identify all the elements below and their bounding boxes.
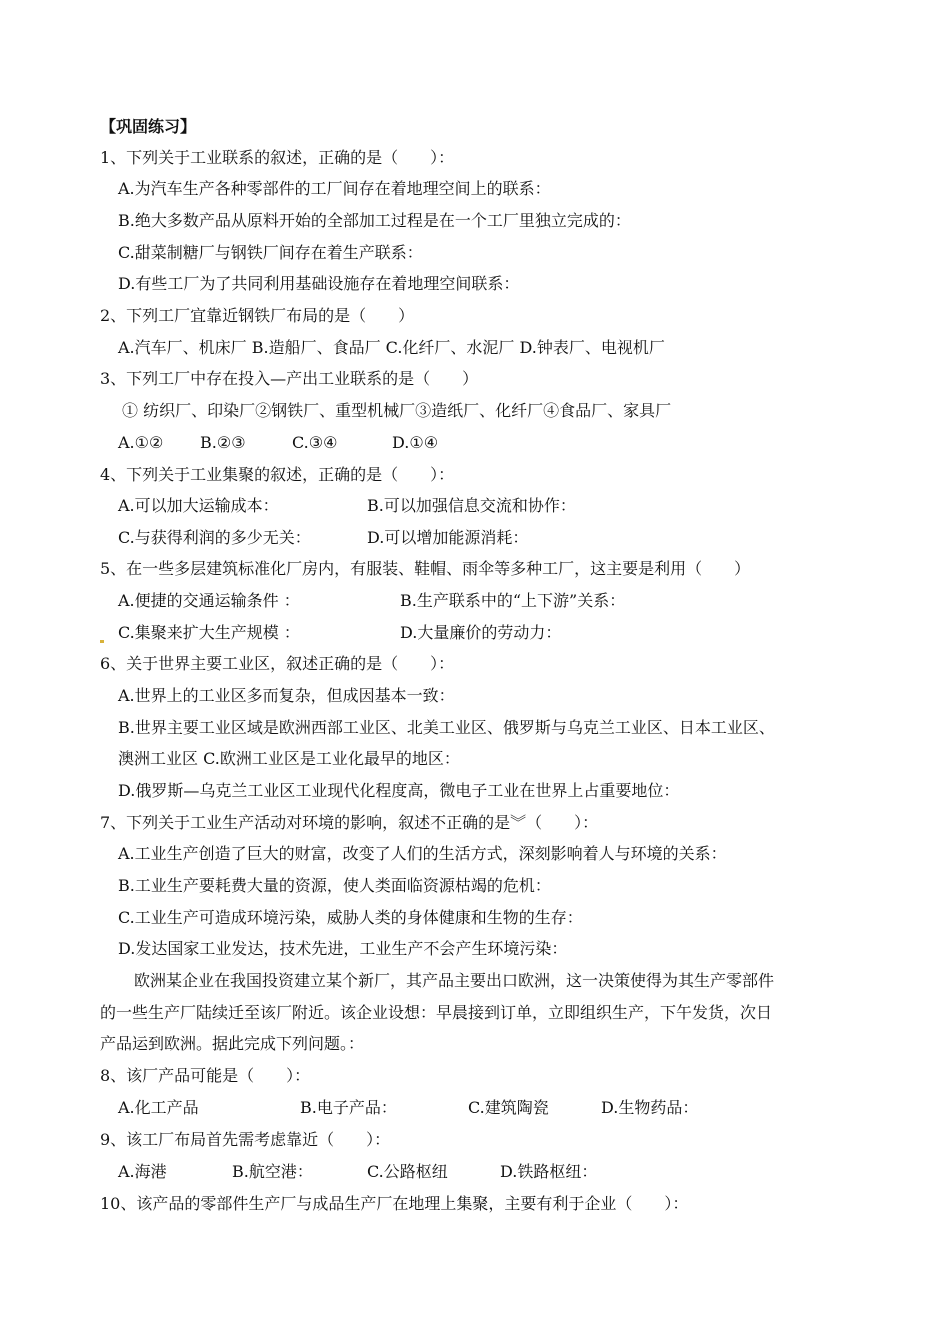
q9-option-d: D.铁路枢纽： bbox=[500, 1162, 598, 1181]
passage-line-2: 的一些生产厂陆续迁至该厂附近。该企业设想：早晨接到订单，立即组织生产，下午发货，次日 bbox=[100, 1003, 773, 1022]
passage-line-1: 欧洲某企业在我国投资建立某个新厂，其产品主要出口欧洲，这一决策使得为其生产零部件 bbox=[134, 971, 775, 990]
q3-option-a: A.①② bbox=[118, 433, 164, 452]
question-4: 4、下列关于工业集聚的叙述，正确的是（ ）： bbox=[100, 465, 455, 484]
q6-option-b-cont: 澳洲工业区 C.欧洲工业区是工业化最早的地区： bbox=[118, 749, 460, 768]
question-2: 2、下列工厂宜靠近钢铁厂布局的是（ ） bbox=[100, 306, 415, 325]
q9-options-row bbox=[0, 1157, 950, 1187]
q3-options-row bbox=[0, 428, 950, 458]
q8-option-c: C.建筑陶瓷 bbox=[468, 1098, 549, 1117]
q5-option-a: A.便捷的交通运输条件 ： bbox=[118, 591, 300, 610]
q1-option-c: C.甜菜制糖厂与钢铁厂间存在着生产联系： bbox=[118, 243, 423, 262]
q5-options-row-1 bbox=[0, 586, 950, 616]
scan-mark bbox=[100, 638, 104, 643]
q9-option-b: B.航空港： bbox=[232, 1162, 313, 1181]
q3-option-d: D.①④ bbox=[392, 433, 439, 452]
q6-option-a: A.世界上的工业区多而复杂，但成因基本一致： bbox=[118, 686, 455, 705]
q1-option-a: A.为汽车生产各种零部件的工厂间存在着地理空间上的联系： bbox=[118, 179, 551, 198]
q6-option-b: B.世界主要工业区域是欧洲西部工业区、北美工业区、俄罗斯与乌克兰工业区、日本工业区、 bbox=[118, 718, 775, 737]
q3-option-b: B.②③ bbox=[200, 433, 246, 452]
q9-option-a: A.海港 bbox=[118, 1162, 167, 1181]
q5-options-row-2 bbox=[0, 618, 950, 648]
q8-option-a: A.化工产品 bbox=[118, 1098, 199, 1117]
q4-options-row-2 bbox=[0, 523, 950, 553]
q6-option-d: D.俄罗斯—乌克兰工业区工业现代化程度高，微电子工业在世界上占重要地位： bbox=[118, 781, 680, 800]
q4-options-row-1 bbox=[0, 491, 950, 521]
question-10: 10、该产品的零部件生产厂与成品生产厂在地理上集聚，主要有利于企业（ ）： bbox=[100, 1194, 689, 1213]
q4-option-c: C.与获得利润的多少无关： bbox=[118, 528, 311, 547]
q7-option-b: B.工业生产要耗费大量的资源，使人类面临资源枯竭的危机： bbox=[118, 876, 551, 895]
q2-options: A.汽车厂、机床厂 B.造船厂、食品厂 C.化纤厂、水泥厂 D.钟表厂、电视机厂 bbox=[118, 338, 665, 357]
question-1: 1、下列关于工业联系的叙述，正确的是（ ）： bbox=[100, 148, 455, 167]
q1-option-b: B.绝大多数产品从原料开始的全部加工过程是在一个工厂里独立完成的： bbox=[118, 211, 631, 230]
passage-line-3: 产品运到欧洲。据此完成下列问题。： bbox=[100, 1034, 365, 1053]
q3-items: ① 纺织厂、印染厂②钢铁厂、重型机械厂③造纸厂、化纤厂④食品厂、家具厂 bbox=[122, 401, 672, 420]
question-9: 9、该工厂布局首先需考虑靠近（ ）： bbox=[100, 1130, 391, 1149]
q7-option-c: C.工业生产可造成环境污染，威胁人类的身体健康和生物的生存： bbox=[118, 908, 583, 927]
question-8: 8、该厂产品可能是（ ）： bbox=[100, 1066, 311, 1085]
q8-option-b: B.电子产品： bbox=[300, 1098, 397, 1117]
q8-option-d: D.生物药品： bbox=[601, 1098, 699, 1117]
q5-option-d: D.大量廉价的劳动力： bbox=[400, 623, 562, 642]
question-7: 7、下列关于工业生产活动对环境的影响，叙述不正确的是︾（ ）： bbox=[100, 813, 599, 832]
question-5: 5、在一些多层建筑标准化厂房内，有服装、鞋帽、雨伞等多种工厂，这主要是利用（ ） bbox=[100, 559, 751, 578]
q4-option-a: A.可以加大运输成本： bbox=[118, 496, 279, 515]
q8-options-row bbox=[0, 1093, 950, 1123]
q4-option-d: D.可以增加能源消耗： bbox=[367, 528, 529, 547]
q5-option-c: C.集聚来扩大生产规模 ： bbox=[118, 623, 300, 642]
q5-option-b: B.生产联系中的“上下游”关系： bbox=[400, 591, 626, 610]
q1-option-d: D.有些工厂为了共同利用基础设施存在着地理空间联系： bbox=[118, 274, 520, 293]
question-3: 3、下列工厂中存在投入—产出工业联系的是（ ） bbox=[100, 369, 479, 388]
q7-option-d: D.发达国家工业发达，技术先进，工业生产不会产生环境污染： bbox=[118, 939, 568, 958]
q4-option-b: B.可以加强信息交流和协作： bbox=[367, 496, 576, 515]
q7-option-a: A.工业生产创造了巨大的财富，改变了人们的生活方式，深刻影响着人与环境的关系： bbox=[118, 844, 727, 863]
section-title: 【巩固练习】 bbox=[100, 117, 197, 136]
q9-option-c: C.公路枢纽 bbox=[367, 1162, 448, 1181]
question-6: 6、关于世界主要工业区，叙述正确的是（ ）： bbox=[100, 654, 455, 673]
q3-option-c: C.③④ bbox=[292, 433, 338, 452]
